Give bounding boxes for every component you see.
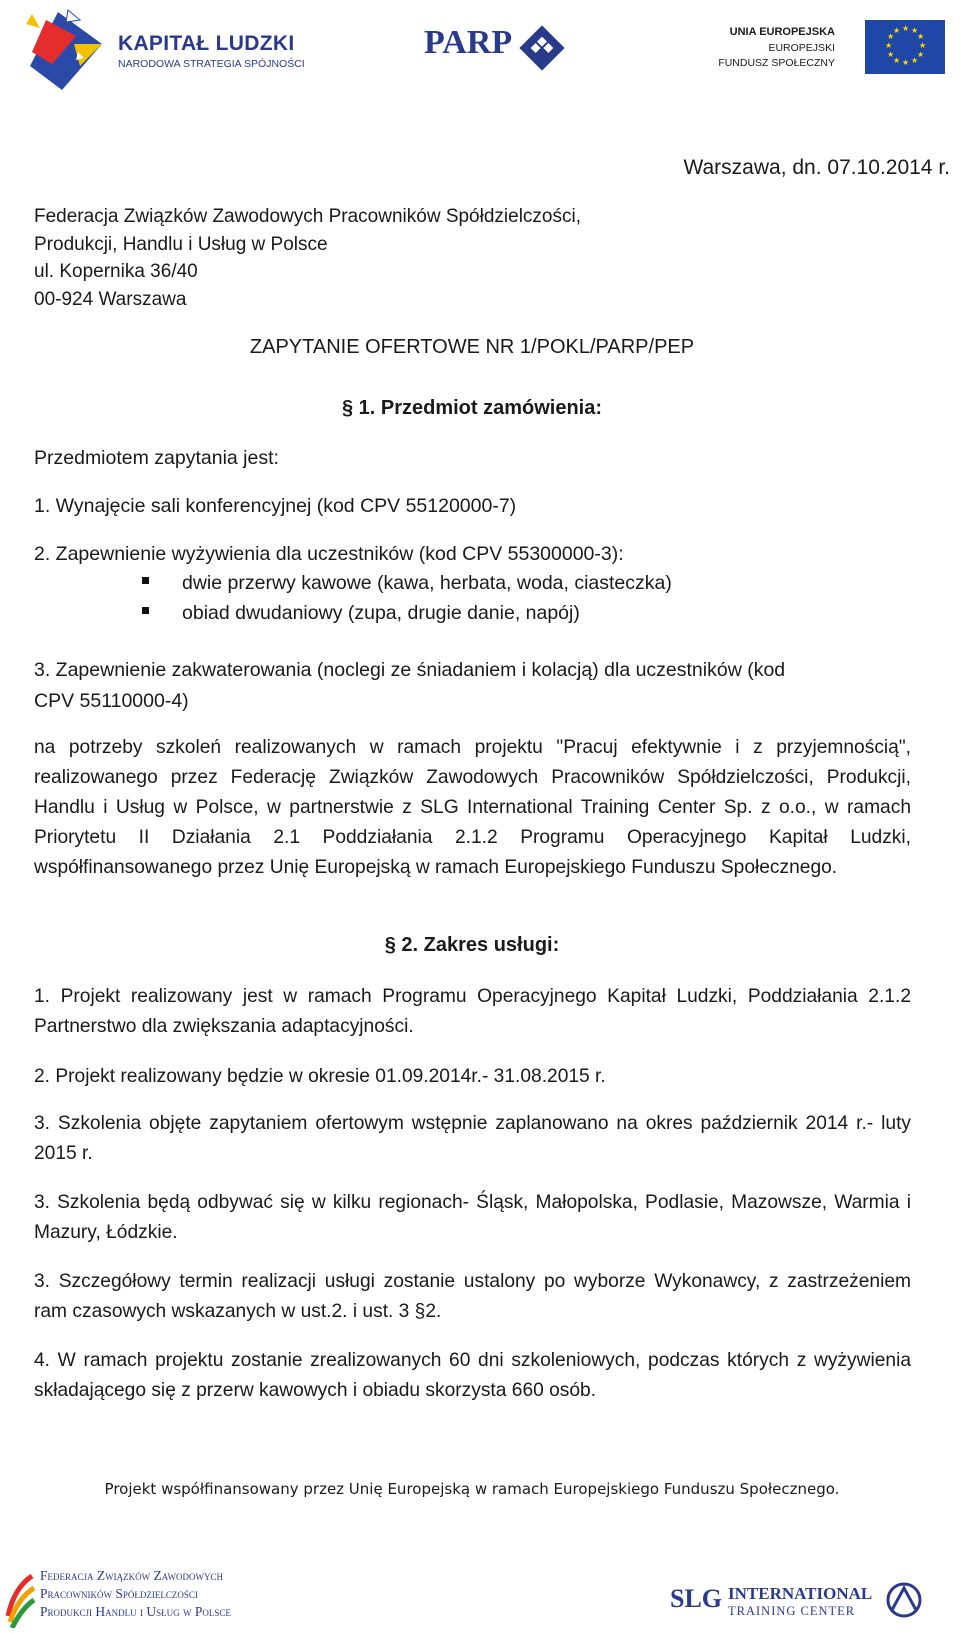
svg-text:★: ★	[911, 56, 919, 65]
section-2-point-2: 2. Projekt realizowany będzie w okresie 01.09.2014r.- 31.08.2015 r.	[34, 1066, 606, 1087]
svg-text:★: ★	[887, 50, 895, 59]
svg-text:★: ★	[911, 26, 919, 35]
slg-logo	[670, 1578, 930, 1628]
section-2-point-3: 3. Szkolenia objęte zapytaniem ofertowym wstępnie zaplanowano na okres październik 2014 r.- luty 2015 r.	[34, 1113, 911, 1164]
section-1-item-2-bullet-2: obiad dwudaniowy (zupa, drugie danie, napój)	[182, 602, 580, 624]
slg-globe-icon	[884, 1580, 924, 1620]
section-1-heading: § 1. Przedmiot zamówienia:	[341, 397, 603, 419]
kapital-ludzki-title: KAPITAŁ LUDZKI	[118, 32, 295, 55]
svg-text:★: ★	[917, 32, 925, 41]
svg-text:★: ★	[917, 50, 925, 59]
address-line-3: ul. Kopernika 36/40	[34, 261, 198, 282]
section-2-heading: § 2. Zakres usługi:	[384, 934, 560, 956]
kapital-ludzki-subtitle: NARODOWA STRATEGIA SPÓJNOŚCI	[118, 58, 305, 70]
footer-cofinanced-note: Projekt współfinansowany przez Unię Europejską w ramach Europejskiego Funduszu Społecznego.	[104, 1480, 840, 1498]
federacja-logo-line2: Pracowników Spółdzielczości	[40, 1586, 198, 1601]
bullet-square-icon	[142, 607, 149, 614]
section-1-intro: Przedmiotem zapytania jest:	[34, 447, 279, 469]
address-line-4: 00-924 Warszawa	[34, 288, 187, 310]
address-block	[34, 203, 734, 313]
parp-emblem-icon	[512, 18, 572, 78]
svg-text:★: ★	[885, 41, 893, 50]
svg-text:★: ★	[887, 32, 895, 41]
kapital-ludzki-emblem-icon	[22, 6, 114, 92]
federacja-logo	[4, 1568, 274, 1630]
eu-logo	[718, 20, 945, 80]
eu-flag-icon	[865, 20, 945, 74]
document-date: Warszawa, dn. 07.10.2014 r.	[683, 156, 950, 179]
section-1-item-2-bullet-1: dwie przerwy kawowe (kawa, herbata, woda, ciasteczka)	[182, 572, 672, 594]
svg-text:★: ★	[893, 56, 901, 65]
section-1-paragraph: na potrzeby szkoleń realizowanych w ramach projektu "Pracuj efektywnie i z przyjemnością", realizowanego przez Federację Związków Zawodowych Pracowników Spółdzielczości, Produkcji, Handlu i Usług w Polsce, w partnerstwie z SLG International Training Center Sp. z o.o., w ramach Priorytetu II Działania 2.1 Poddziałania 2.1.2 Programu Operacyjnego Kapitał Ludzki, współfinansowanego przez Unię Europejską w ramach Europejskiego Funduszu Społecznego.	[34, 737, 911, 878]
eu-logo-line1: UNIA EUROPEJSKA	[729, 26, 835, 38]
slg-logo-line2: TRAINING CENTER	[728, 1604, 856, 1618]
section-2-point-4: 3. Szkolenia będą odbywać się w kilku regionach- Śląsk, Małopolska, Podlasie, Mazowsze, Warmia i Mazury, Łódzkie.	[34, 1192, 911, 1243]
parp-logo	[420, 14, 580, 84]
section-2-point-1: 1. Projekt realizowany jest w ramach Programu Operacyjnego Kapitał Ludzki, Poddziałania 2.1.2 Partnerstwo dla zwiększania adaptacyjności.	[34, 986, 911, 1037]
address-line-1: Federacja Związków Zawodowych Pracowników Spółdzielczości,	[34, 206, 581, 227]
slg-mark: SLG	[670, 1584, 723, 1613]
svg-text:★: ★	[902, 24, 910, 33]
svg-text:★: ★	[902, 58, 910, 67]
svg-text:★: ★	[893, 26, 901, 35]
page-title: ZAPYTANIE OFERTOWE NR 1/POKL/PARP/PEP	[249, 336, 695, 358]
kapital-ludzki-logo	[22, 6, 312, 92]
slg-logo-line1: INTERNATIONAL	[728, 1584, 873, 1603]
section-1-item-3: 3. Zapewnienie zakwaterowania (noclegi ze śniadaniem i kolacją) dla uczestników (kod CPV 55110000-4)	[34, 659, 786, 712]
section-1-item-1: 1. Wynajęcie sali konferencyjnej (kod CPV 55120000-7)	[34, 495, 517, 517]
section-2-point-6: 4. W ramach projektu zostanie zrealizowanych 60 dni szkoleniowych, podczas których z wyżywienia składającego się z przerw kawowych i obiadu skorzysta 660 osób.	[34, 1350, 911, 1401]
federacja-emblem-icon	[4, 1568, 36, 1628]
section-2-point-5: 3. Szczegółowy termin realizacji usługi zostanie ustalony po wyborze Wykonawcy, z zastrzeżeniem ram czasowych wskazanych w ust.2. i ust. 3 §2.	[34, 1271, 911, 1322]
eu-logo-line2: EUROPEJSKI	[768, 42, 835, 54]
bullet-square-icon	[142, 577, 149, 584]
section-1-item-2: 2. Zapewnienie wyżywienia dla uczestników (kod CPV 55300000-3):	[34, 543, 624, 565]
eu-logo-line3: FUNDUSZ SPOŁECZNY	[718, 57, 835, 69]
federacja-logo-line1: Federacja Związków Zawodowych	[40, 1568, 224, 1583]
address-line-2: Produkcji, Handlu i Usług w Polsce	[34, 233, 328, 255]
svg-text:★: ★	[919, 41, 927, 50]
federacja-logo-line3: Produkcji Handlu i Usług w Polsce	[40, 1604, 231, 1619]
parp-wordmark: PARP	[424, 24, 513, 61]
